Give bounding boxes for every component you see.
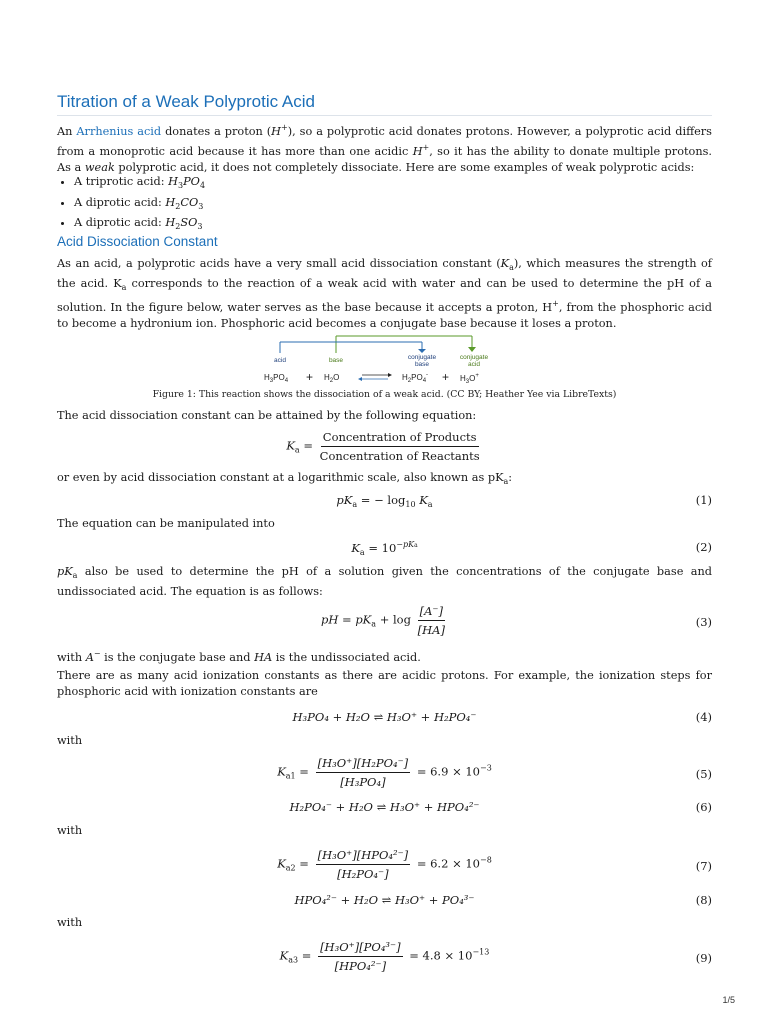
equation-5: $K_{a1}$ = $\frac{\text{[H₃O⁺][H₂PO₄⁻]}}{\text{[H₃PO₄]}}$ = $6.9 \times 10^{-3}$ (5) — [277, 756, 712, 789]
with-label: with — [57, 916, 83, 929]
with-label: with — [57, 824, 83, 837]
list-item: • A diprotic acid: $H_2SO_3$ — [74, 215, 205, 236]
equation-7: $K_{a2}$ = $\frac{\text{[H₃O⁺][HPO₄²⁻]}}{\text{[H₂PO₄⁻]}}$ = $6.2 \times 10^{-8}$ (7) — [277, 848, 712, 881]
equilibrium-arrows-icon — [358, 373, 392, 381]
section-heading: Acid Dissociation Constant — [57, 234, 218, 249]
conjugate-acid-label-line2: acid — [468, 361, 480, 368]
equation-number: (9) — [695, 951, 712, 965]
equation-number: (1) — [695, 493, 712, 507]
equation-1: $pK_a$ = − $\log_{10} K_a$ (1) — [336, 493, 712, 509]
acid-examples-list — [57, 174, 205, 236]
equation-number: (5) — [695, 767, 712, 781]
manipulated-text: The equation can be manipulated into — [57, 517, 275, 530]
figure-caption: Figure 1: This reaction shows the dissociation of a weak acid. (CC BY; Heather Yee via LibreTexts) — [152, 389, 617, 400]
log-scale-text: or even by acid dissociation constant at a logarithmic scale, also known as $pK_a$: — [57, 471, 513, 486]
intro-paragraph: An Arrhenius acid donates a proton (H+), so a polyprotic acid donates protons. However, a polyprotic acid differs from a monoprotic acid because it has more than one acidic H+, so it has the ability to donate multiple protons. As a weak polyprotic acid, it does not completely dissociate. Here are some examples of weak polyprotic acids: — [57, 123, 712, 174]
equation-6: H₂PO₄⁻ + H₂O ⇌ H₃O⁺ + HPO₄²⁻ (6) — [289, 800, 712, 814]
h3o-species: $H_3O^+$ — [460, 373, 479, 385]
equation-number: (6) — [695, 800, 712, 814]
equation-2: $K_a = 10^{-pKa}$ (2) — [351, 540, 712, 557]
ka-definition-equation: $K_a$ = $\frac{\text{Concentration of Products}}{\text{Concentration of Reactants}}$ — [286, 430, 480, 463]
conjugate-acid-label-line1: conjugate — [459, 354, 489, 361]
h3po4-species: $H_3PO_4$ — [264, 373, 289, 384]
reaction-figure — [262, 334, 502, 386]
arrow-head-icon — [468, 347, 476, 352]
equation-number: (4) — [695, 710, 712, 724]
equation-3: pH = $pK_a + \log$ $\frac{[A^-]}{[HA]}$ (3) — [320, 604, 712, 637]
ionization-paragraph: There are as many acid ionization constants as there are acidic protons. For example, the ionization steps for phosphoric acid with ionization constants are — [57, 669, 712, 698]
arrhenius-acid-link[interactable]: Arrhenius acid — [76, 125, 162, 138]
list-item: • A triprotic acid: $H_3PO_4$ — [74, 174, 205, 195]
equation-number: (7) — [695, 859, 712, 873]
plus-sign: + — [442, 370, 450, 384]
page-title: Titration of a Weak Polyprotic Acid — [57, 92, 315, 111]
h2po4-species: $H_2PO_4^-$ — [402, 372, 429, 384]
arrow-head-icon — [418, 349, 426, 353]
acid-label: acid — [274, 357, 286, 364]
pka-paragraph: $pK_a$ also be used to determine the pH of a solution given the concentrations of the conjugate base and undissociated acid. The equation is as follows: — [57, 565, 712, 598]
conjugate-base-label-line2: base — [414, 361, 430, 368]
conjugate-base-label-line1: conjugate — [407, 354, 437, 361]
title-divider — [57, 115, 712, 116]
section-paragraph: As an acid, a polyprotic acids have a very small acid dissociation constant $(K_a)$, which measures the strength of the acid. $K_a$ corresponds to the reaction of a weak acid with water and can be used to determine the pH of a solution. In the figure below, water serves as the base because it accepts a proton, H+, from the phosphoric acid to become a hydronium ion. Phosphoric acid becomes a conjugate base because it loses a proton. — [57, 257, 713, 330]
with-label: with — [57, 734, 83, 747]
page-number: 1/5 — [722, 995, 735, 1005]
base-label: base — [328, 357, 344, 364]
with-a-text: with A− is the conjugate base and HA is the undissociated acid. — [57, 649, 421, 664]
attained-text: The acid dissociation constant can be attained by the following equation: — [57, 409, 477, 422]
equation-9: $K_{a3}$ = $\frac{\text{[H₃O⁺][PO₄³⁻]}}{\text{[HPO₄²⁻]}}$ = $4.8 \times 10^{-13}$ (9) — [279, 940, 712, 973]
equation-number: (8) — [695, 893, 712, 907]
h2o-species: $H_2O$ — [324, 373, 340, 384]
equation-number: (3) — [695, 615, 712, 629]
equation-8: HPO₄²⁻ + H₂O ⇌ H₃O⁺ + PO₄³⁻ (8) — [294, 893, 712, 907]
equation-number: (2) — [695, 540, 712, 554]
plus-sign: + — [306, 370, 314, 384]
equation-4: H₃PO₄ + H₂O ⇌ H₃O⁺ + H₂PO₄⁻ (4) — [292, 710, 712, 724]
list-item: • A diprotic acid: $H_2CO_3$ — [74, 195, 205, 216]
